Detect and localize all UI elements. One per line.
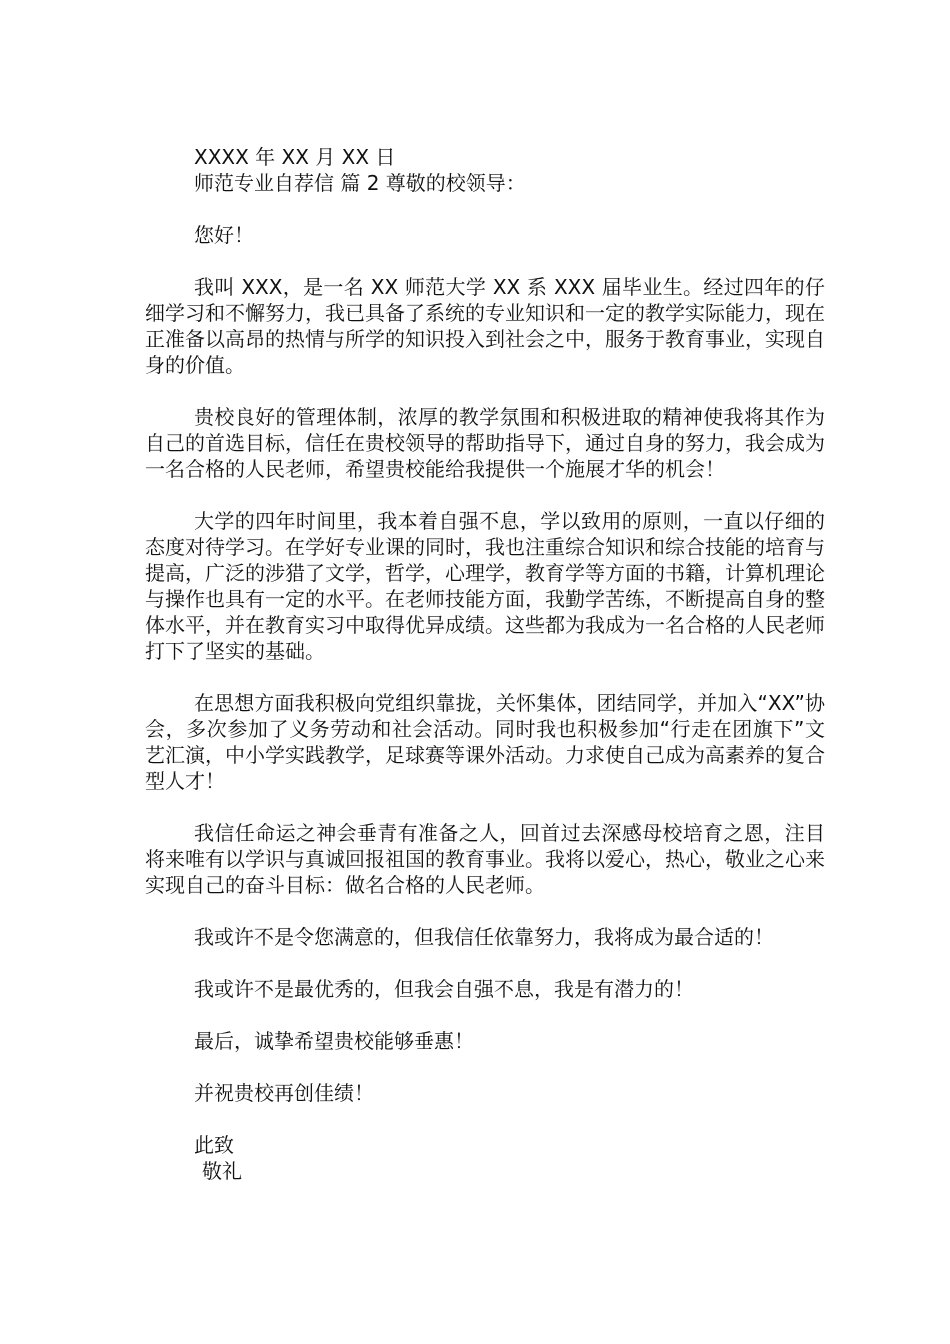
paragraph-satisfy: 我或许不是令您满意的，但我信任依靠努力，我将成为最合适的！ [194, 925, 774, 949]
closing-respect: 敬礼 [202, 1159, 242, 1183]
letter-greeting: 您好！ [194, 223, 254, 247]
letter-date: XXXX 年 XX 月 XX 日 [194, 145, 396, 169]
paragraph-belief: 我信任命运之神会垂青有准备之人，回首过去深感母校培育之恩，注目将来唯有以学识与真诚回报祖国的教育事业。我将以爱心，热心，敬业之心来实现自己的奋斗目标：做名合格的人民老师。 [145, 821, 825, 897]
paragraph-ideology: 在思想方面我积极向党组织靠拢，关怀集体，团结同学，并加入“XX”协会，多次参加了义务劳动和社会活动。同时我也积极参加“行走在团旗下”文艺汇演，中小学实践教学，足球赛等课外活动。力求使自己成为高素养的复合型人才！ [145, 691, 825, 793]
closing-salutation: 此致 [194, 1133, 234, 1157]
paragraph-intro: 我叫 XXX，是一名 XX 师范大学 XX 系 XXX 届毕业生。经过四年的仔细学习和不懈努力，我已具备了系统的专业知识和一定的教学实际能力，现在正准备以高昂的热情与所学的知识投入到社会之中，服务于教育事业，实现自身的价值。 [145, 275, 825, 377]
paragraph-study: 大学的四年时间里，我本着自强不息，学以致用的原则，一直以仔细的态度对待学习。在学好专业课的同时，我也注重综合知识和综合技能的培育与提高，广泛的涉猎了文学，哲学，心理学，教育学等方面的书籍，计算机理论与操作也具有一定的水平。在老师技能方面，我勤学苦练，不断提高自身的整体水平，并在教育实习中取得优异成绩。这些都为我成为一名合格的人民老师打下了坚实的基础。 [145, 509, 825, 663]
letter-title-line: 师范专业自荐信 篇 2 尊敬的校领导： [194, 171, 526, 195]
letter-page [145, 144, 825, 1184]
paragraph-wish: 并祝贵校再创佳绩！ [194, 1081, 374, 1105]
paragraph-school: 贵校良好的管理体制，浓厚的教学氛围和积极进取的精神使我将其作为自己的首选目标，信任在贵校领导的帮助指导下，通过自身的努力，我会成为一名合格的人民老师，希望贵校能给我提供一个施展才华的机会！ [145, 405, 825, 481]
paragraph-potential: 我或许不是最优秀的，但我会自强不息，我是有潜力的！ [194, 977, 694, 1001]
paragraph-finally: 最后，诚挚希望贵校能够垂惠！ [194, 1029, 474, 1053]
